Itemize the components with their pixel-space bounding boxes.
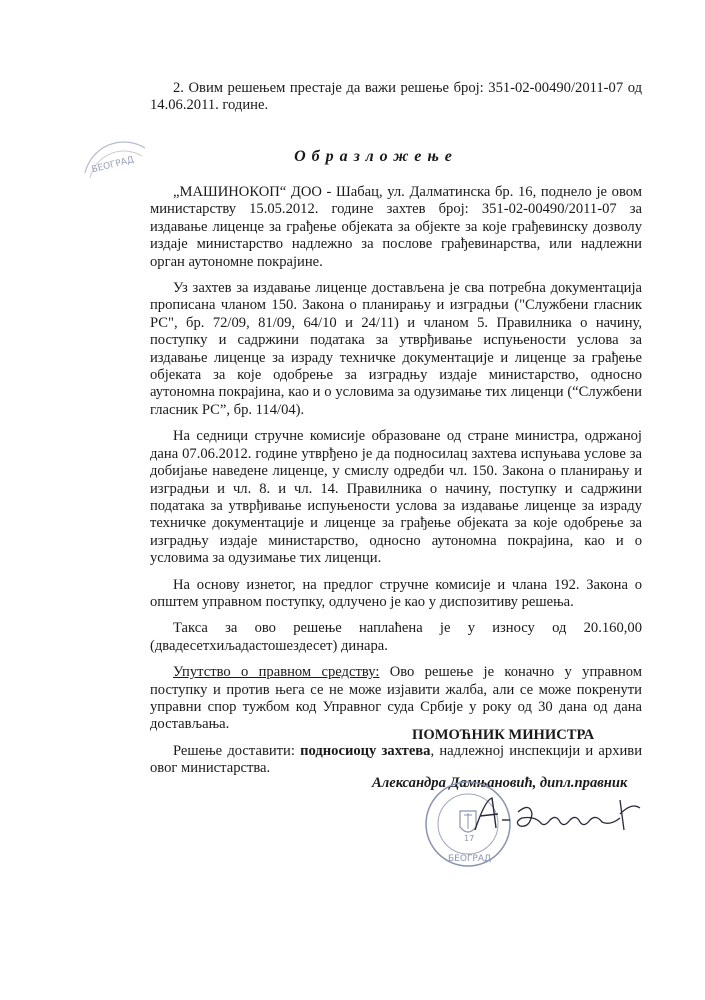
stamp-top-text: БЕОГРАД	[90, 155, 136, 176]
signatory-title: ПОМОЋНИК МИНИСТРА	[412, 727, 595, 743]
body-text	[150, 184, 642, 778]
paragraph-fee: Такса за ово решење наплаћена је у износу од 20.160,00 (двадесетхиљадастошездесет) динара.	[150, 620, 642, 654]
paragraph-basis: На основу изнетог, на предлог стручне комисије и члана 192. Закона о општем управном поступку, одлучено је као у диспозитиву решења.	[150, 576, 642, 610]
stamp-city: БЕОГРАД	[448, 854, 492, 864]
decision-item-2	[150, 80, 642, 115]
signatory-name: Александра Дамњановић, дипл.правник	[372, 775, 628, 791]
legal-remedy-label: Упутство о правном средству:	[173, 664, 380, 681]
handwritten-signature	[470, 792, 650, 837]
paragraph-delivery	[150, 743, 642, 778]
paragraph-documentation: Уз захтев за издавање лиценце достављена је сва потребна документација прописана чланом 150. Закона о планирању и изградњи ("Службени гласник РС", бр. 72/09, 81/09, 64/10 и 24/11) и чланом 5. Правилника о начину, поступку и садржини података за утврђивање испуњености услова за издавање лиценце за израду техничке документације и лиценце за грађење објеката за које одобрење за изградњу издаје министарство, односно аутономна покрајина, као и о условима за одузимање тих лиценци (“Службени гласник РС”, бр. 114/04).	[150, 280, 642, 418]
paragraph-commission: На седници стручне комисије образоване од стране министра, одржаној дана 07.06.2012. године утврђено је да подносилац захтева испуњава услове за добијање наведене лиценце, у смислу одредби чл. 150. Закона о планирању и изградњи и чл. 8. и чл. 14. Правилника о начину, поступку и садржини података за утврђивање испуњености услова за издавање лиценце за израду техничке документације и лиценце за грађење објеката за које одобрење за изградњу издаје министарство, односно аутономна покрајина, као и о условима за одузимање тих лиценци.	[150, 428, 642, 567]
paragraph-legal-remedy	[150, 664, 642, 734]
delivery-recipient: подносиоцу захтева	[300, 742, 431, 759]
faded-stamp-top	[80, 128, 150, 188]
stamp-number: 17	[464, 834, 475, 843]
item-number: 2.	[173, 80, 184, 96]
item-text: Овим решењем престаје да важи решење број: 351-02-00490/2011-07 од 14.06.2011. године.	[150, 80, 642, 114]
delivery-rest: , надлежној инспекцији и архиви овог министарства.	[150, 742, 643, 777]
delivery-intro: Решење доставити:	[173, 742, 301, 759]
section-heading: Образложење	[294, 148, 458, 165]
legal-remedy-text: Ово решење је коначно у управном поступку и против њега се не може изјавити жалба, али се може покренути управни спор тужбом код Управног суда Србије у року од 30 дана од дана достављања.	[150, 664, 643, 733]
paragraph-application: „МАШИНОКОП“ ДОО - Шабац, ул. Далматинска бр. 16, поднело је овом министарству 15.05.2012. године захтев број: 351-02-00490/2011-07 за издавање лиценце за грађење објеката за објекте за које грађевинску дозволу издаје министарство надлежно за послове грађевинарства, или надлежни орган аутономне покрајине.	[150, 184, 642, 270]
